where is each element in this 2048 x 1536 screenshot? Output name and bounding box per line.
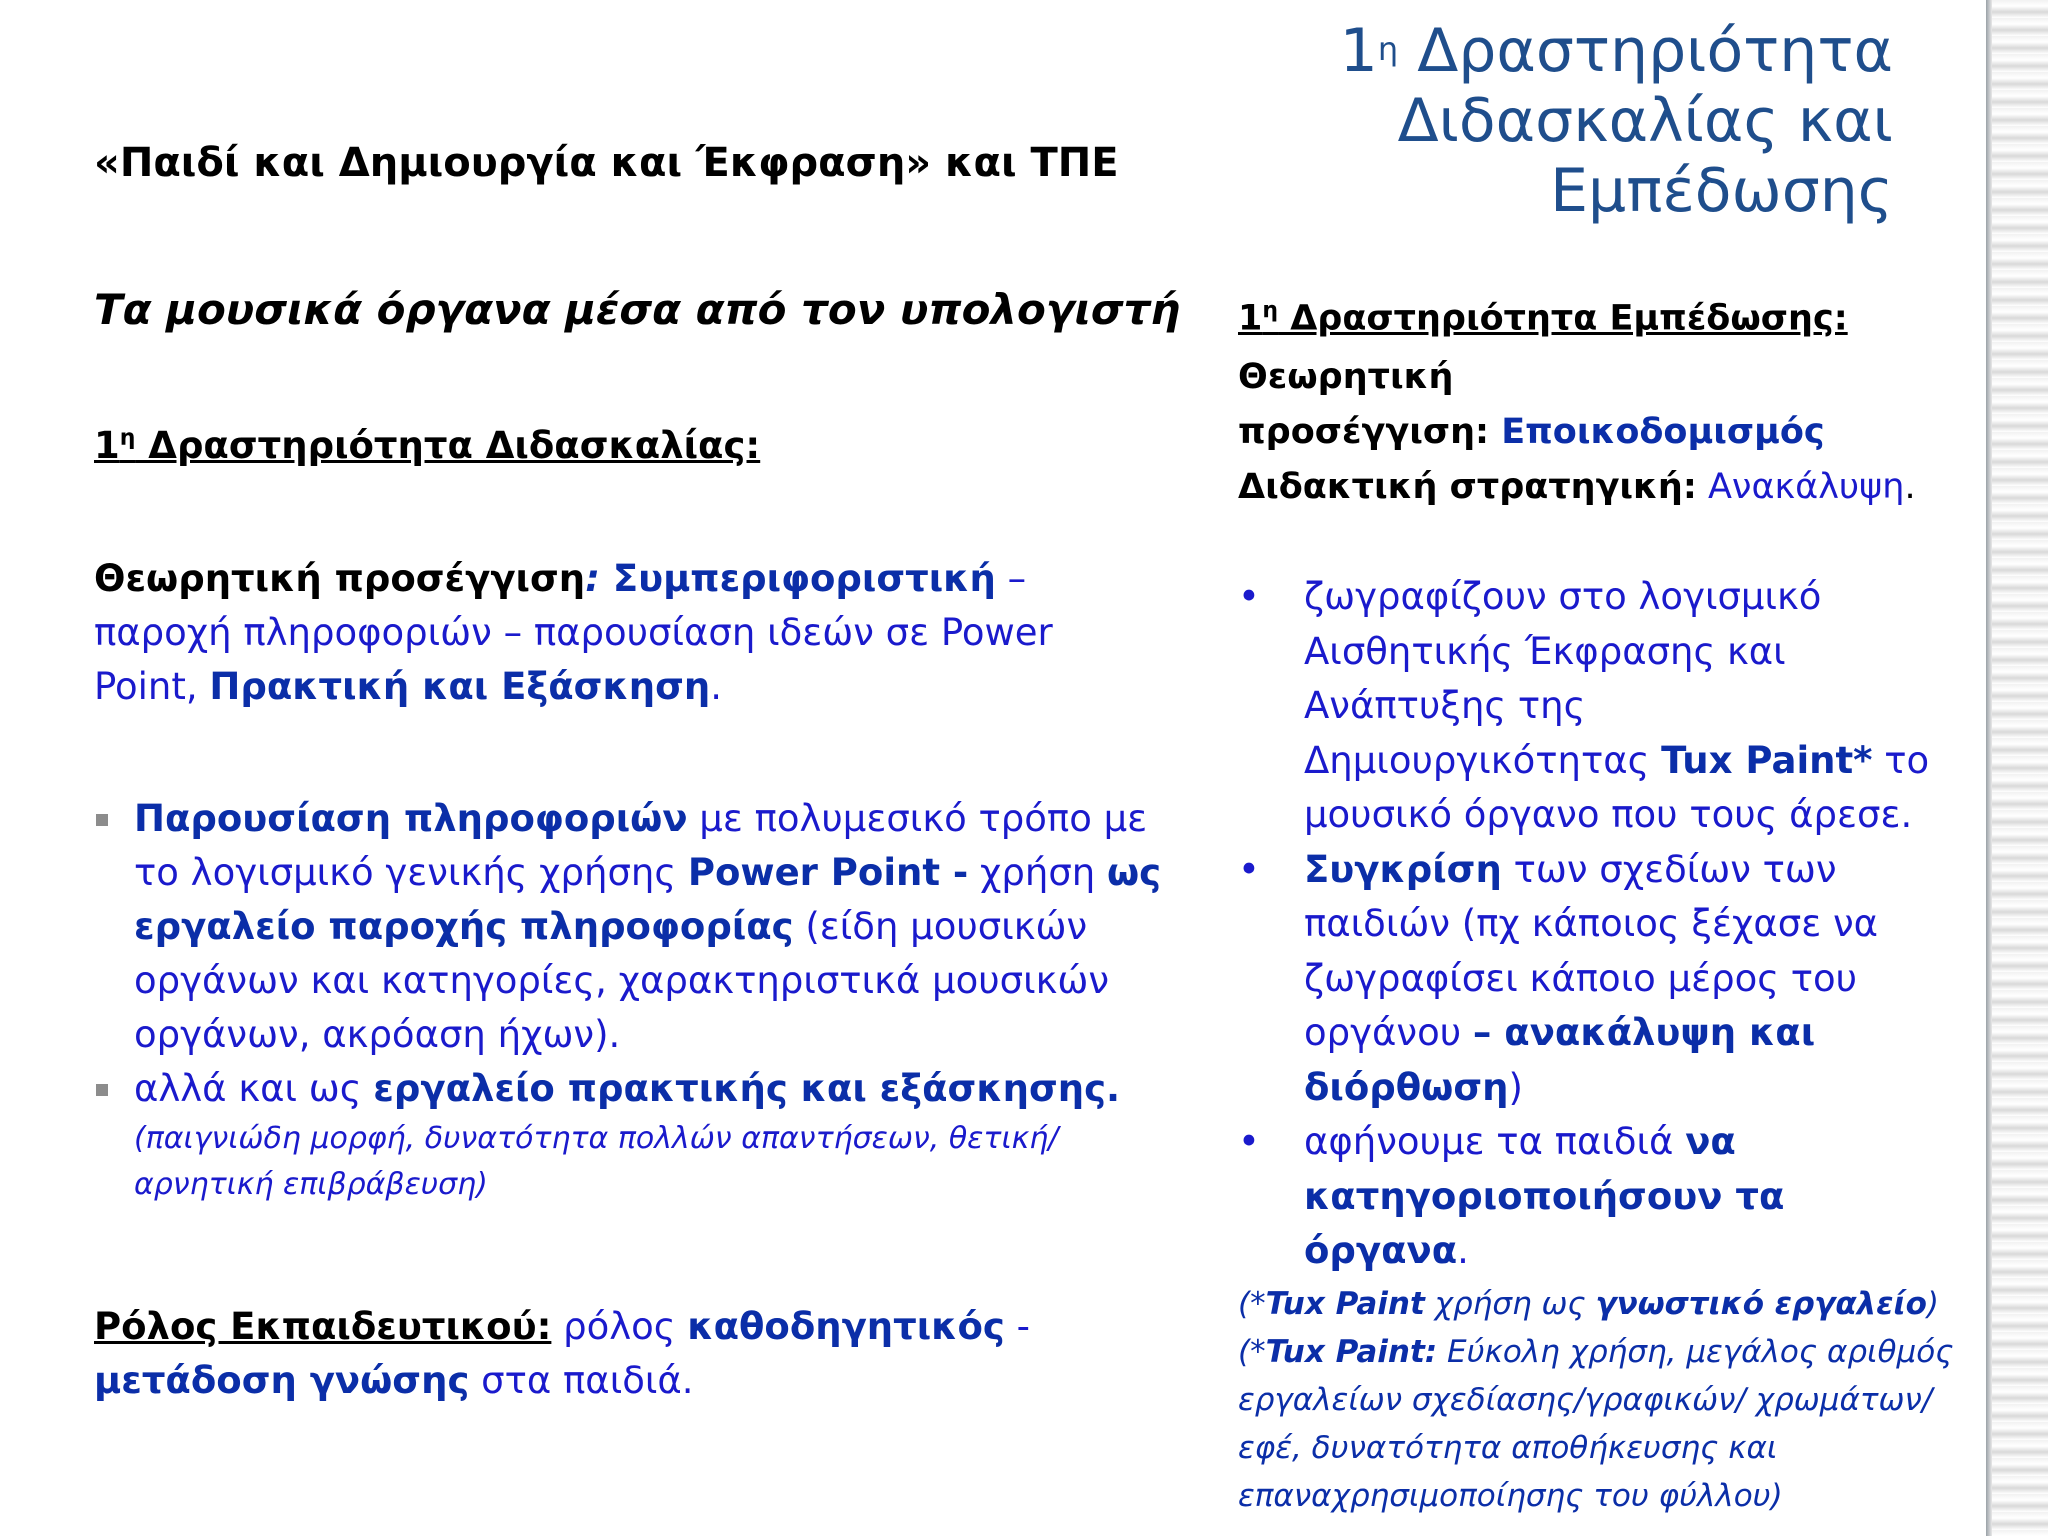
list-item: Παρουσίαση πληροφοριών με πολυμεσικό τρόπο με το λογισμικό γενικής χρήσης Power Point - χρήση ως εργαλείο παροχής πληροφορίας (είδη μουσικών οργάνων και κατηγορίες, χαρακτηριστικά μουσικών οργάνων, ακρόαση ήχων). <box>94 792 1194 1062</box>
list-item: • Συγκρίση των σχεδίων των παιδιών (πχ κάποιος ξέχασε να ζωγραφίσει κάποιο μέρος του οργάνου – ανακάλυψη και διόρθωση) <box>1238 843 1938 1116</box>
teaching-bullets <box>94 792 1194 1208</box>
slide-title: $1^\eta$ Δραστηριότητα Διδασκαλίας και Εμπέδωσης <box>1339 16 1893 226</box>
lesson-subheading: Τα μουσικά όργανα μέσα από τον υπολογιστή <box>94 285 1181 334</box>
list-item: αλλά και ως εργαλείο πρακτικής και εξάσκησης. (παιγνιώδη μορφή, δυνατότητα πολλών απαντήσεων, θετική/αρνητική επιβράβευση) <box>94 1062 1194 1208</box>
teaching-activity-heading: $1^\eta$ Δραστηριότητα Διδασκαλίας: <box>94 424 761 467</box>
decorative-edge <box>1986 0 2048 1536</box>
list-item: • αφήνουμε τα παιδιά να κατηγοριοποιήσουν τα όργανα. <box>1238 1115 1938 1279</box>
theory-paragraph: Θεωρητική προσέγγιση: Συμπεριφοριστική – παροχή πληροφοριών – παρουσίαση ιδεών σε Power Point, Πρακτική και Εξάσκηση. <box>94 557 1053 708</box>
list-item: • ζωγραφίζουν στο λογισμικό Αισθητικής Έκφρασης και Ανάπτυξης της Δημιουργικότητας Tux Paint* το μουσικό όργανο που τους άρεσε. <box>1238 570 1938 843</box>
tux-paint-note: (*Tux Paint χρήση ως γνωστικό εργαλείο) (*Tux Paint: Εύκολη χρήση, μεγάλος αριθμός εργαλείων σχεδίασης/γραφικών/ χρωμάτων/ εφέ, δυνατότητα αποθήκευσης και επαναχρησιμοποίησης του φύλλου) <box>1238 1286 1954 1514</box>
consolidation-bullets <box>1238 570 1938 1279</box>
course-heading: «Παιδί και Δημιουργία και Έκφραση» και ΤΠΕ <box>94 140 1119 186</box>
approach-block: Θεωρητική προσέγγιση: Εποικοδομισμός Διδακτική στρατηγική: Ανακάλυψη. <box>1238 357 1916 507</box>
teacher-role: Ρόλος Εκπαιδευτικού: ρόλος καθοδηγητικός - μετάδοση γνώσης στα παιδιά. <box>94 1305 1030 1402</box>
consolidation-activity-heading: $1^\eta$ Δραστηριότητα Εμπέδωσης: <box>1238 298 1848 339</box>
